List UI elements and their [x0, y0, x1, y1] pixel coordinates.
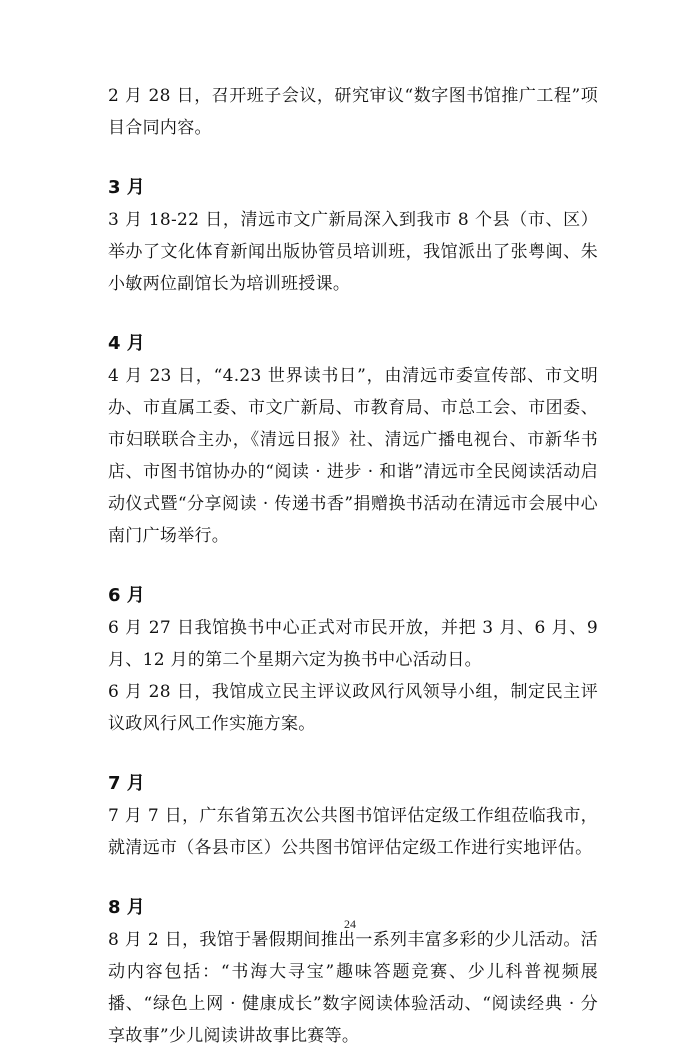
- section-paragraph: 3 月 18-22 日，清远市文广新局深入到我市 8 个县（市、区）举办了文化体育新闻出版协管员培训班，我馆派出了张粤闽、朱小敏两位副馆长为培训班授课。: [108, 210, 598, 294]
- section-paragraph: 7 月 7 日，广东省第五次公共图书馆评估定级工作组莅临我市，就清远市（各县市区）公共图书馆评估定级工作进行实地评估。: [108, 806, 598, 858]
- intro-paragraph: 2 月 28 日，召开班子会议，研究审议“数字图书馆推广工程”项目合同内容。: [108, 86, 598, 138]
- section-heading: 8 月: [108, 897, 145, 918]
- section-gap: [108, 740, 598, 768]
- section-july: [108, 768, 598, 864]
- section-heading: 6 月: [108, 585, 145, 606]
- section-march: [108, 172, 598, 300]
- section-paragraph: 8 月 2 日，我馆于暑假期间推出一系列丰富多彩的少儿活动。活动内容包括：“书海大寻宝”趣味答题竞赛、少儿科普视频展播、“绿色上网 · 健康成长”数字阅读体验活动、“阅读经典 · 分享故事”少儿阅读讲故事比赛等。: [108, 930, 598, 1046]
- section-heading: 7 月: [108, 773, 145, 794]
- section-gap: [108, 300, 598, 328]
- section-paragraph: 4 月 23 日，“4.23 世界读书日”，由清远市委宣传部、市文明办、市直属工委、市文广新局、市教育局、市总工会、市团委、市妇联联合主办，《清远日报》社、清远广播电视台、市新华书店、市图书馆协办的“阅读 · 进步 · 和谐”清远市全民阅读活动启动仪式暨“分享阅读 · 传递书香”捐赠换书活动在清远市会展中心南门广场举行。: [108, 366, 599, 546]
- document-body: [108, 80, 598, 1052]
- section-gap: [108, 552, 598, 580]
- section-april: [108, 328, 598, 552]
- section-june: [108, 580, 598, 740]
- section-paragraph: 6 月 27 日我馆换书中心正式对市民开放，并把 3 月、6 月、9 月、12 月的第二个星期六定为换书中心活动日。: [108, 618, 598, 670]
- section-august: [108, 892, 598, 1052]
- section-heading: 3 月: [108, 177, 145, 198]
- section-gap: [108, 864, 598, 892]
- section-heading: 4 月: [108, 333, 145, 354]
- section-paragraph: 6 月 28 日，我馆成立民主评议政风行风领导小组，制定民主评议政风行风工作实施方案。: [108, 682, 598, 734]
- section-gap: [108, 144, 598, 172]
- page-number: 24: [344, 917, 356, 931]
